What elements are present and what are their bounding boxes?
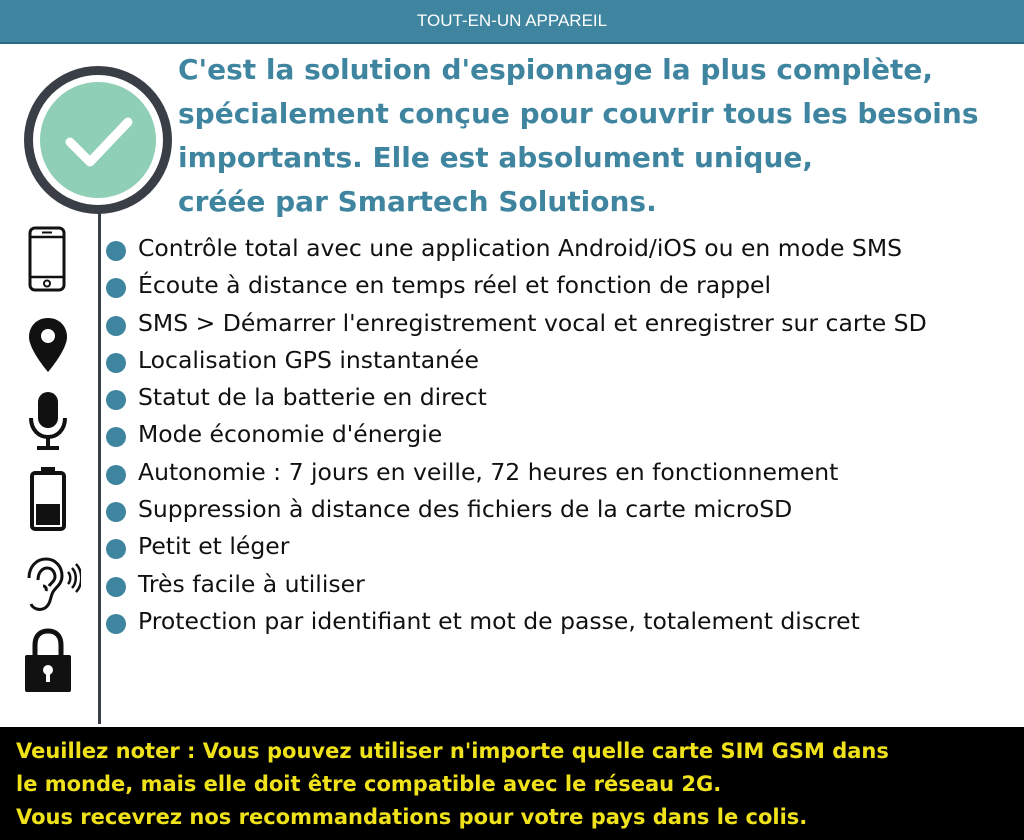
list-item: Protection par identifiant et mot de passe, totalement discret xyxy=(106,602,1016,639)
footer-notice xyxy=(0,727,1024,840)
bullet-icon xyxy=(106,316,126,336)
ear-listening-icon xyxy=(21,556,81,612)
list-item: Suppression à distance des fichiers de la carte microSD xyxy=(106,490,1016,527)
list-item: SMS > Démarrer l'enregistrement vocal et enregistrer sur carte SD xyxy=(106,304,1016,341)
intro-text xyxy=(178,48,1008,224)
footer-line: Veuillez noter : Vous pouvez utiliser n'importe quelle carte SIM GSM dans xyxy=(16,739,889,763)
list-item: Écoute à distance en temps réel et fonction de rappel xyxy=(106,266,1016,303)
footer-line: Vous recevrez nos recommandations pour votre pays dans le colis. xyxy=(16,805,808,829)
bullet-icon xyxy=(106,390,126,410)
padlock-icon xyxy=(24,628,72,694)
intro-line: importants. Elle est absolument unique, xyxy=(178,141,814,174)
list-item: Petit et léger xyxy=(106,527,1016,564)
feature-list xyxy=(106,229,1016,639)
battery-icon xyxy=(29,466,67,532)
intro-line: C'est la solution d'espionnage la plus complète, xyxy=(178,53,934,86)
list-item: Autonomie : 7 jours en veille, 72 heures en fonctionnement xyxy=(106,453,1016,490)
bullet-icon xyxy=(106,465,126,485)
bullet-icon xyxy=(106,577,126,597)
bullet-icon xyxy=(106,427,126,447)
list-item: Mode économie d'énergie xyxy=(106,415,1016,452)
microphone-icon xyxy=(27,390,69,452)
list-item: Statut de la batterie en direct xyxy=(106,378,1016,415)
bullet-icon xyxy=(106,278,126,298)
checkmark-icon xyxy=(40,82,156,198)
badge-circle xyxy=(40,82,156,198)
intro-line: créée par Smartech Solutions. xyxy=(178,185,657,218)
bullet-icon xyxy=(106,353,126,373)
bullet-icon xyxy=(106,241,126,261)
bullet-icon xyxy=(106,502,126,522)
location-pin-icon xyxy=(27,316,69,374)
list-item: Contrôle total avec une application Android/iOS ou en mode SMS xyxy=(106,229,1016,266)
list-item: Localisation GPS instantanée xyxy=(106,341,1016,378)
header-title: TOUT-EN-UN APPAREIL xyxy=(416,11,608,30)
smartphone-icon xyxy=(27,226,67,292)
bullet-icon xyxy=(106,539,126,559)
check-badge xyxy=(24,66,172,214)
list-item: Très facile à utiliser xyxy=(106,565,1016,602)
bullet-icon xyxy=(106,614,126,634)
timeline-divider xyxy=(98,212,101,724)
page-header xyxy=(0,0,1024,44)
intro-line: spécialement conçue pour couvrir tous les besoins xyxy=(178,97,979,130)
footer-line: le monde, mais elle doit être compatible avec le réseau 2G. xyxy=(16,772,722,796)
